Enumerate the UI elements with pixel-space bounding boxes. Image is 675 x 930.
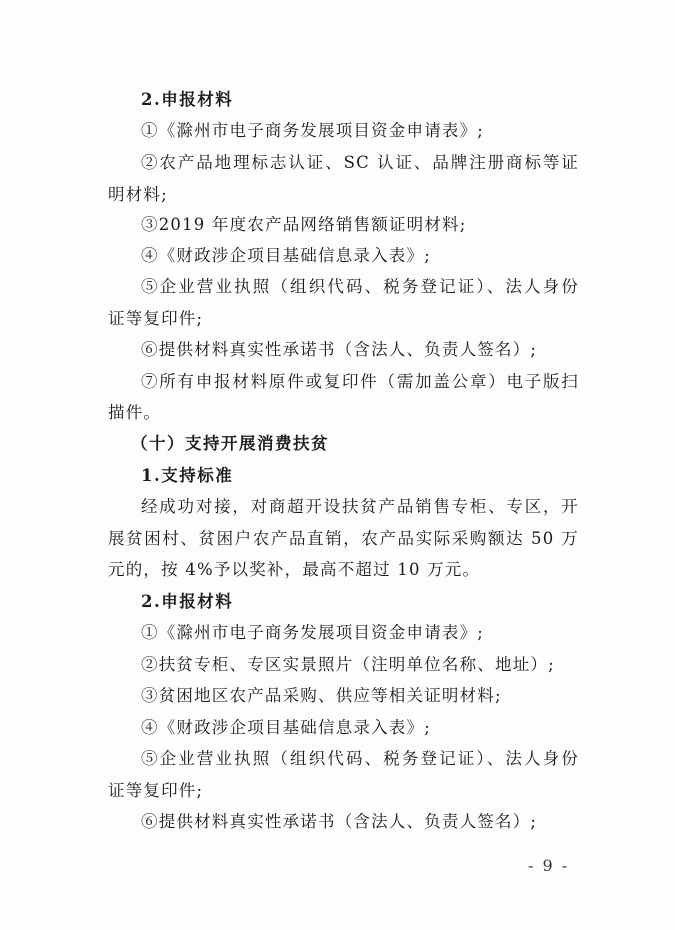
list-item: ③贫困地区农产品采购、供应等相关证明材料;	[141, 686, 502, 705]
section-heading-application-materials: 2.申报材料	[141, 90, 234, 109]
list-item-continuation: 明材料;	[108, 185, 168, 204]
list-item: ③2019 年度农产品网络销售额证明材料;	[141, 215, 467, 234]
list-item: ①《滁州市电子商务发展项目资金申请表》;	[141, 121, 485, 140]
list-item: ⑥提供材料真实性承诺书（含法人、负责人签名）;	[141, 340, 538, 359]
paragraph-line: 展贫困村、贫困户农产品直销，农产品实际采购额达 50 万	[108, 529, 579, 548]
list-item: ⑥提供材料真实性承诺书（含法人、负责人签名）;	[141, 812, 538, 831]
list-item: ⑤企业营业执照（组织代码、税务登记证）、法人身份	[141, 749, 579, 768]
list-item-continuation: 描件。	[108, 403, 162, 422]
list-item-continuation: 证等复印件;	[108, 309, 204, 328]
list-item: ②扶贫专柜、专区实景照片（注明单位名称、地址）;	[141, 655, 555, 674]
page-number: - 9 -	[528, 856, 570, 875]
subsection-heading-support-standard: 1.支持标准	[141, 466, 234, 485]
section-heading-consumption-poverty-alleviation: （十）支持开展消费扶贫	[131, 434, 329, 453]
list-item: ④《财政涉企项目基础信息录入表》;	[141, 718, 431, 737]
list-item: ⑦所有申报材料原件或复印件（需加盖公章）电子版扫	[141, 372, 579, 391]
list-item: ⑤企业营业执照（组织代码、税务登记证）、法人身份	[141, 277, 579, 296]
list-item: ④《财政涉企项目基础信息录入表》;	[141, 246, 431, 265]
paragraph-line: 经成功对接，对商超开设扶贫产品销售专柜、专区，开	[141, 497, 579, 516]
list-item: ②农产品地理标志认证、SC 认证、品牌注册商标等证	[141, 153, 579, 172]
paragraph-line: 元的，按 4%予以奖补，最高不超过 10 万元。	[108, 560, 481, 579]
subsection-heading-application-materials: 2.申报材料	[141, 592, 234, 611]
list-item-continuation: 证等复印件;	[108, 781, 204, 800]
list-item: ①《滁州市电子商务发展项目资金申请表》;	[141, 623, 485, 642]
